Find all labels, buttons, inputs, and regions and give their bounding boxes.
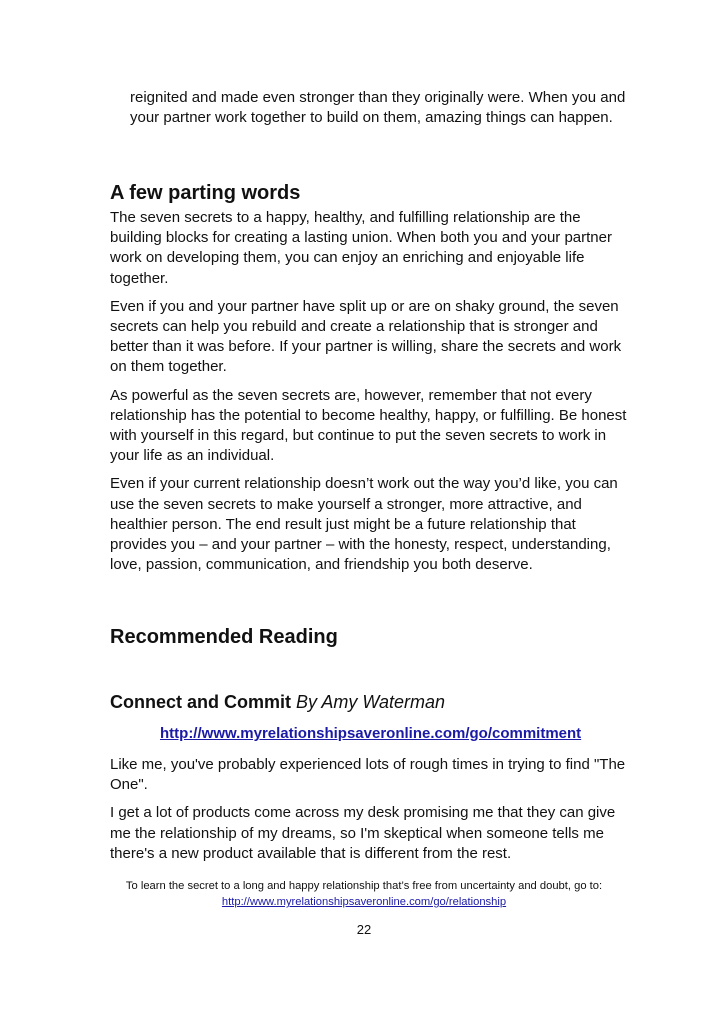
continuation-paragraph: reignited and made even stronger than they originally were. When you and your partner work together to build on them, amazing things can happen. [130, 89, 626, 126]
parting-words-heading: A few parting words [110, 182, 301, 204]
parting-paragraph-2: Even if you and your partner have split up or are on shaky ground, the seven secrets can help you rebuild and create a relationship that is stronger and better than it was before. If your partner is willing, share the secrets and work on them together. [110, 297, 622, 376]
book-paragraph-2: I get a lot of products come across my desk promising me that they can give me the relationship of my dreams, so I'm skeptical when someone tells me there's a new product available that is different from the rest. [110, 804, 616, 862]
footer-link-row [0, 895, 728, 909]
parting-paragraph-3: As powerful as the seven secrets are, however, remember that not every relationship has the potential to become healthy, happy, or fulfilling. Be honest with yourself in this regard, but continue to put the seven secrets to work in your life as an individual. [110, 386, 627, 465]
book-description [110, 755, 632, 872]
parting-paragraph-4: Even if your current relationship doesn’t work out the way you’d like, you can use the seven secrets to make yourself a stronger, more attractive, and healthier person. The end result just might be a future relationship that provides you – and your partner – with the honesty, respect, understanding, love, passion, communication, and friendship you both deserve. [110, 475, 618, 574]
book-paragraph-1: Like me, you've probably experienced lots of rough times in trying to find "The One". [110, 756, 626, 794]
footer-text: To learn the secret to a long and happy relationship that’s free from uncertainty and doubt, go to: [125, 880, 603, 892]
book-heading [110, 691, 445, 713]
book-link[interactable]: http://www.myrelationshipsaveronline.com/go/commitment [160, 725, 582, 742]
parting-paragraph-1: The seven secrets to a happy, healthy, and fulfilling relationship are the building blocks for creating a lasting union. When both you and your partner work on developing them, you can enjoy an enriching and enjoyable life together. [110, 209, 612, 287]
footer-link[interactable]: http://www.myrelationshipsaveronline.com/go/relationship [221, 896, 507, 908]
book-title: Connect and Commit [110, 692, 292, 712]
recommended-reading-heading: Recommended Reading [110, 626, 338, 648]
book-author: By Amy Waterman [296, 692, 446, 712]
page-number: 22 [356, 922, 372, 937]
parting-words-body [110, 208, 632, 583]
